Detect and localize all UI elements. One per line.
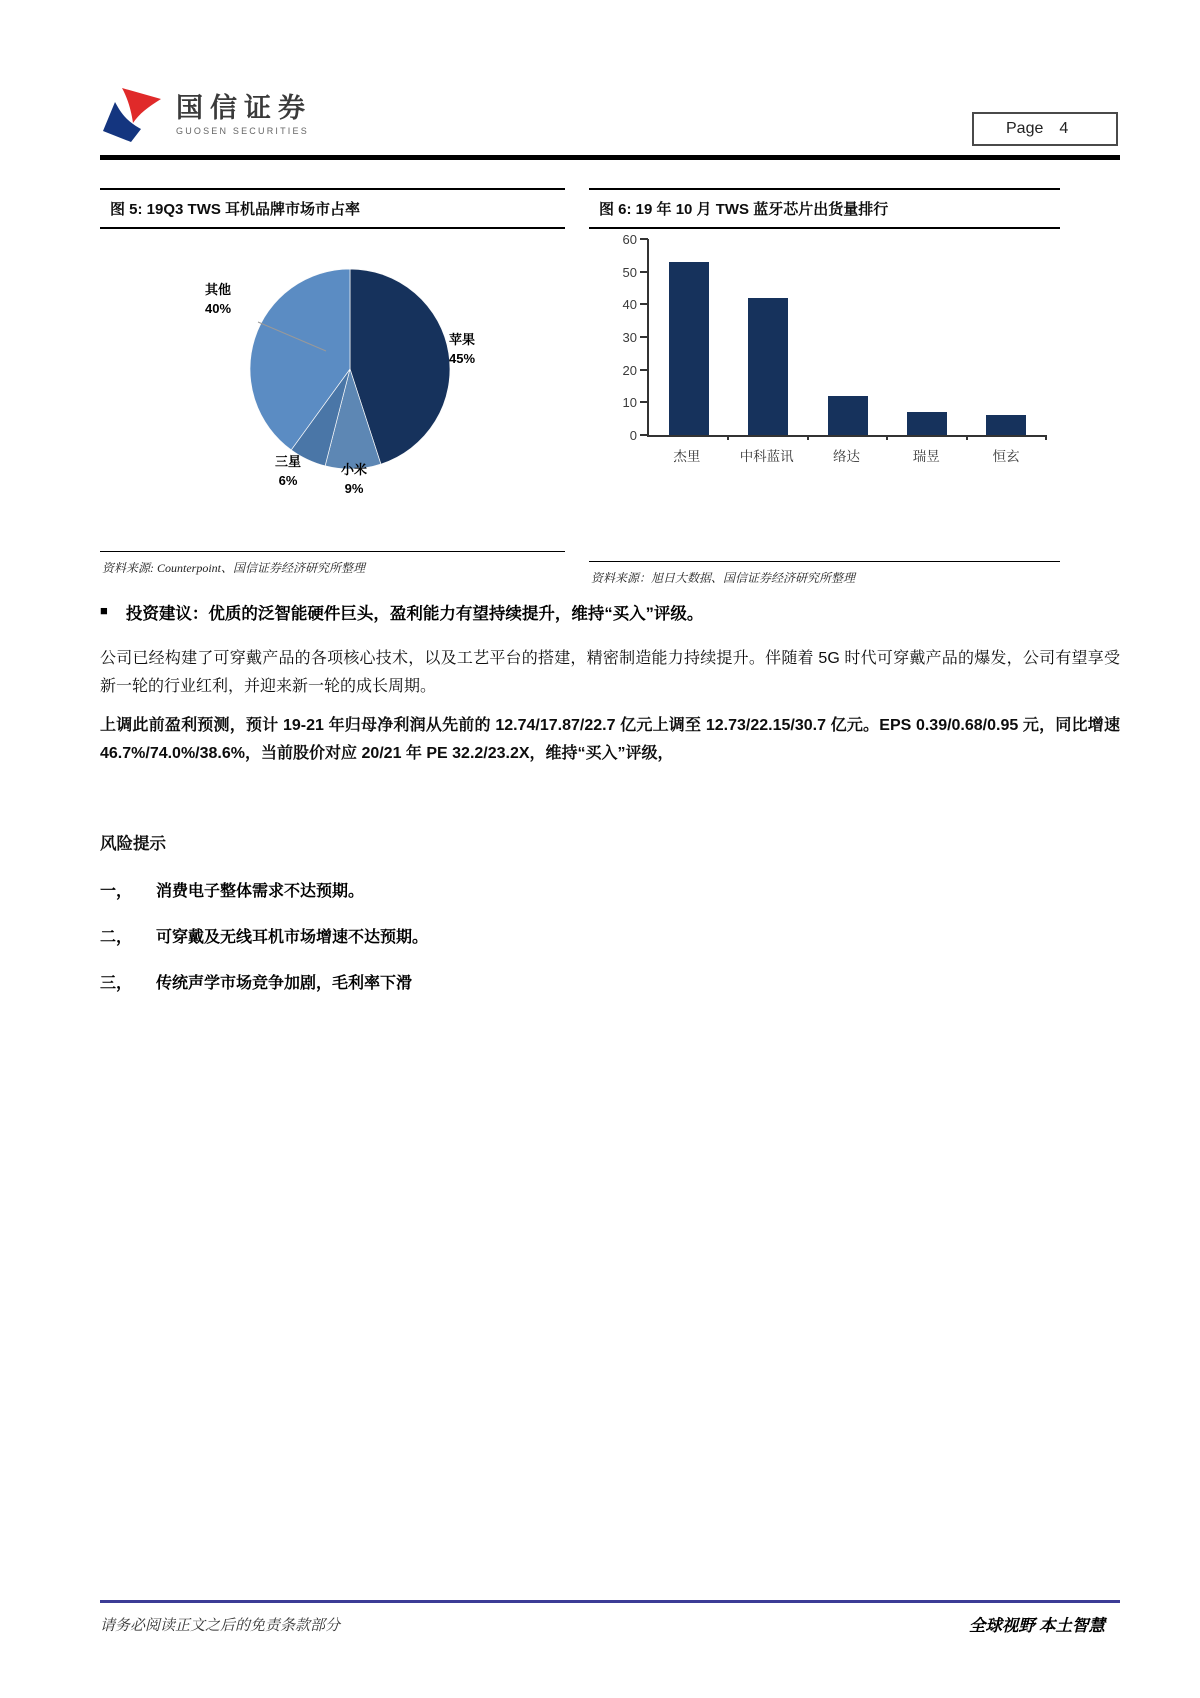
footer-slogan: 全球视野 本土智慧 [968, 1616, 1105, 1635]
bar-x-tick [886, 435, 888, 440]
bar-y-tick [640, 238, 648, 240]
bar-y-tick [640, 434, 648, 436]
bar-y-tick [640, 271, 648, 273]
risk-item-1-num: 一， [100, 883, 133, 900]
pie-label-xiaomi-name: 小米 [340, 462, 367, 477]
bar-y-tick [640, 369, 648, 371]
bar-x-tick [966, 435, 968, 440]
bar-plot [622, 232, 1046, 443]
risk-item-2-text: 可穿戴及无线耳机市场增速不达预期。 [156, 929, 429, 946]
pie-svg [100, 229, 565, 551]
investment-advice-heading [100, 600, 1120, 624]
logo-name-cn: 国信证券 [176, 92, 312, 123]
paragraph-forecast: 上调此前盈利预测，预计 19-21 年归母净利润从先前的 12.74/17.87/22.7 亿元上调至 12.73/22.15/30.7 亿元。EPS 0.39/0.68/0.95 元，同比增速 46.7%/74.0%/38.6%，当前股价对应 20/21 年 PE 32.2/23.2X，维持“买入”评级， [100, 717, 1120, 762]
pie-label-apple-pct: 45% [448, 350, 476, 366]
risk-item-2-num: 二， [100, 929, 133, 946]
pie-label-samsung-name: 三星 [274, 454, 301, 469]
figure-6-source: 资料来源：旭日大数据、国信证券经济研究所整理 [589, 561, 1060, 586]
risk-item-1 [100, 878, 1120, 901]
pie-chart [100, 229, 565, 551]
bar-x-label: 中科蓝讯 [739, 449, 794, 464]
figure-6 [589, 188, 1060, 586]
company-logo [100, 86, 312, 144]
pie-label-apple [422, 331, 502, 369]
investment-advice-text: 投资建议：优质的泛智能硬件巨头，盈利能力有望持续提升，维持“买入”评级。 [125, 605, 704, 623]
footer-disclaimer: 请务必阅读正文之后的免责条款部分 [100, 1618, 341, 1634]
bar-y-tick-label: 40 [622, 297, 637, 313]
header-rule [100, 155, 1120, 160]
bar [907, 412, 947, 435]
bar-y-tick [640, 336, 648, 338]
bar-x-label: 瑞昱 [912, 449, 940, 464]
bar [986, 415, 1026, 435]
pie-label-xiaomi-pct: 9% [344, 480, 364, 496]
bar-x-label: 恒玄 [992, 449, 1020, 464]
figures-row [100, 188, 1060, 586]
pie-label-apple-name: 苹果 [448, 332, 475, 347]
bar-y-tick-label: 30 [622, 330, 637, 345]
guosen-logo-icon [100, 86, 164, 144]
risk-item-3-text: 传统声学市场竞争加剧，毛利率下滑 [156, 975, 413, 992]
bar-x-tick [1045, 435, 1047, 440]
bar [669, 262, 709, 435]
square-bullet-icon: ■ [100, 603, 108, 618]
logo-name-en: GUOSEN SECURITIES [176, 126, 309, 137]
risk-item-3-num: 三， [100, 975, 133, 992]
pie-label-others [178, 281, 258, 319]
bar-x-tick [727, 435, 729, 440]
risk-item-2 [100, 924, 1120, 947]
bar-x-label: 杰里 [673, 449, 701, 464]
bar-chart [589, 232, 1060, 561]
page-label: Page [1006, 120, 1044, 137]
risk-heading: 风险提示 [100, 835, 166, 853]
bar-x-label: 络达 [832, 449, 860, 464]
page-number-box [972, 112, 1118, 146]
pie-label-samsung-pct: 6% [278, 472, 298, 488]
bar-y-tick-label: 10 [622, 395, 637, 411]
footer-rule [100, 1600, 1120, 1603]
pie-label-xiaomi [314, 461, 394, 499]
bar-x-tick [807, 435, 809, 440]
figure-5-title: 图 5: 19Q3 TWS 耳机品牌市场市占率 [100, 188, 565, 229]
risk-item-1-text: 消费电子整体需求不达预期。 [156, 883, 365, 900]
bar-y-tick-label: 0 [629, 428, 637, 443]
bar-y-tick-label: 50 [622, 264, 637, 280]
pie-label-others-pct: 40% [204, 300, 232, 316]
figure-5-source: 资料来源: Counterpoint、国信证券经济研究所整理 [100, 551, 565, 576]
bar-y-tick [640, 303, 648, 305]
bar-y-tick-label: 60 [622, 232, 637, 247]
figure-5 [100, 188, 565, 586]
risk-item-3 [100, 970, 1120, 993]
paragraph-company: 公司已经构建了可穿戴产品的各项核心技术，以及工艺平台的搭建，精密制造能力持续提升。伴随着 5G 时代可穿戴产品的爆发，公司有望享受新一轮的行业红利，并迎来新一轮的成长周期。 [100, 650, 1120, 695]
pie-label-others-name: 其他 [204, 282, 231, 297]
bar [748, 298, 788, 435]
page-number: 4 [1059, 120, 1069, 137]
figure-6-title: 图 6: 19 年 10 月 TWS 蓝牙芯片出货量排行 [589, 188, 1060, 229]
bar [828, 396, 868, 435]
bar-y-tick-label: 20 [622, 362, 637, 378]
bar-x-labels [647, 437, 1046, 465]
bar-y-tick [640, 401, 648, 403]
